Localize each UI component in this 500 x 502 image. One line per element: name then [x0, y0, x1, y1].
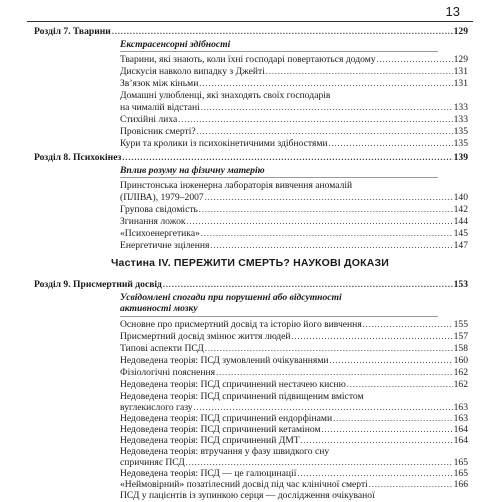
section-8-subtitle: Вплив розуму на фізичну матерію — [120, 165, 265, 176]
toc-entry-line[interactable]: Недоведена теорія: втручання у фазу швидкого сну — [120, 446, 330, 457]
section-7-subtitle: Екстрасенсорні здібності — [120, 39, 231, 50]
subtitle-rule — [120, 177, 438, 178]
subtitle-rule — [120, 51, 438, 52]
toc-entry[interactable]: на чималій відстані ..... 133 — [120, 102, 468, 114]
toc-entry[interactable]: Недоведена теорія: ПСД — це галюцинації ..... 165 — [120, 468, 468, 480]
toc-entry[interactable]: Недоведена теорія: ПСД спричинений нестачею кисню ..... 162 — [120, 379, 468, 391]
page-number: 13 — [445, 4, 460, 19]
leader-dots — [122, 152, 452, 164]
section-7-label: Розділ 7. — [34, 26, 71, 37]
section-7-page: 129 — [453, 26, 468, 37]
toc-entry[interactable]: Присмертний досвід змінює життя людей ..... 157 — [120, 331, 468, 343]
toc-entry[interactable]: Недоведена теорія: ПСД спричинений кетаміном ..... 164 — [120, 424, 468, 436]
toc-entry-line[interactable]: Принстонська інженерна лабораторія вивчення аномалій — [120, 180, 353, 191]
leader-dots — [163, 279, 453, 291]
part-heading[interactable]: Частина IV. ПЕРЕЖИТИ СМЕРТЬ? НАУКОВІ ДОКАЗИ — [110, 257, 390, 269]
toc-entry[interactable]: Зв’язок між кіньми ..... 131 — [120, 78, 468, 90]
toc-entry[interactable]: Стихійні лиха ..... 133 — [120, 114, 468, 126]
toc-entry[interactable]: Тварини, які знають, коли їхні господарі повертаються додому ..... 129 — [120, 54, 468, 66]
toc-entry[interactable]: Основне про присмертний досвід та історію його вивчення ..... 155 — [120, 319, 468, 331]
section-9-title: Присмертний досвід — [73, 279, 162, 290]
section-8-heading[interactable] — [34, 152, 468, 164]
toc-entry-line[interactable]: Домашні улюбленці, які знаходять своїх господарів — [120, 90, 331, 101]
toc-entry[interactable]: Кури та кролики із психокінетичними здібностями ..... 135 — [120, 138, 468, 150]
toc-entry[interactable]: спричиняє ПСД ..... 165 — [120, 457, 468, 469]
toc-entry[interactable]: Недоведена теорія: ПСД зумовлений очікуваннями ..... 160 — [120, 355, 468, 367]
toc-entry[interactable]: «Неймовірний» позатілесний досвід під час клінічної смерті ..... 166 — [120, 479, 468, 491]
toc-entry[interactable]: Провісник смерті? ..... 135 — [120, 126, 468, 138]
section-7-heading[interactable] — [34, 26, 468, 38]
section-9-subtitle-line: активності мозку — [120, 303, 198, 314]
toc-entry[interactable]: Дискусія навколо випадку з Джейті ..... 131 — [120, 66, 468, 78]
toc-entry[interactable]: Групова свідомість ..... 142 — [120, 204, 468, 216]
toc-entry[interactable]: Згинання ложок ..... 144 — [120, 216, 468, 228]
toc-entry[interactable]: Фізіологічні пояснення ..... 162 — [120, 367, 468, 379]
section-8-title: Психокінез — [73, 152, 122, 163]
section-9-heading[interactable] — [34, 279, 468, 291]
section-9-page: 153 — [453, 279, 468, 290]
section-9-label: Розділ 9. — [34, 279, 71, 290]
toc-entry[interactable]: (ПЛІВА), 1979–2007 ..... 140 — [120, 192, 468, 204]
toc-entry[interactable]: Недоведена теорія: ПСД спричинений ДМТ ..... 164 — [120, 435, 468, 447]
toc-entry-line[interactable]: Недоведена теорія: ПСД спричинений підвищеним вмістом — [120, 391, 364, 402]
toc-entry[interactable]: Енергетичне зцілення ..... 147 — [120, 240, 468, 252]
leader-dots — [112, 26, 453, 38]
section-8-page: 139 — [453, 152, 468, 163]
toc-entry[interactable]: Недоведена теорія: ПСД спричинений ендорфінами ..... 163 — [120, 413, 468, 425]
toc-entry[interactable]: «Психоенергетика» ..... 145 — [120, 228, 468, 240]
subtitle-rule — [120, 316, 438, 317]
toc-entry[interactable]: Типові аспекти ПСД ..... 158 — [120, 343, 468, 355]
toc-entry[interactable]: вуглекислого газу ..... 163 — [120, 402, 468, 414]
section-9-subtitle-line: Усвідомлені спогади при порушенні або відсутності — [120, 292, 342, 303]
section-8-label: Розділ 8. — [34, 152, 71, 163]
toc-entry-line[interactable]: ПСД у пацієнтів із зупинкою серця — дослідження очікуваної — [120, 490, 375, 501]
section-7-title: Тварини — [73, 26, 111, 37]
